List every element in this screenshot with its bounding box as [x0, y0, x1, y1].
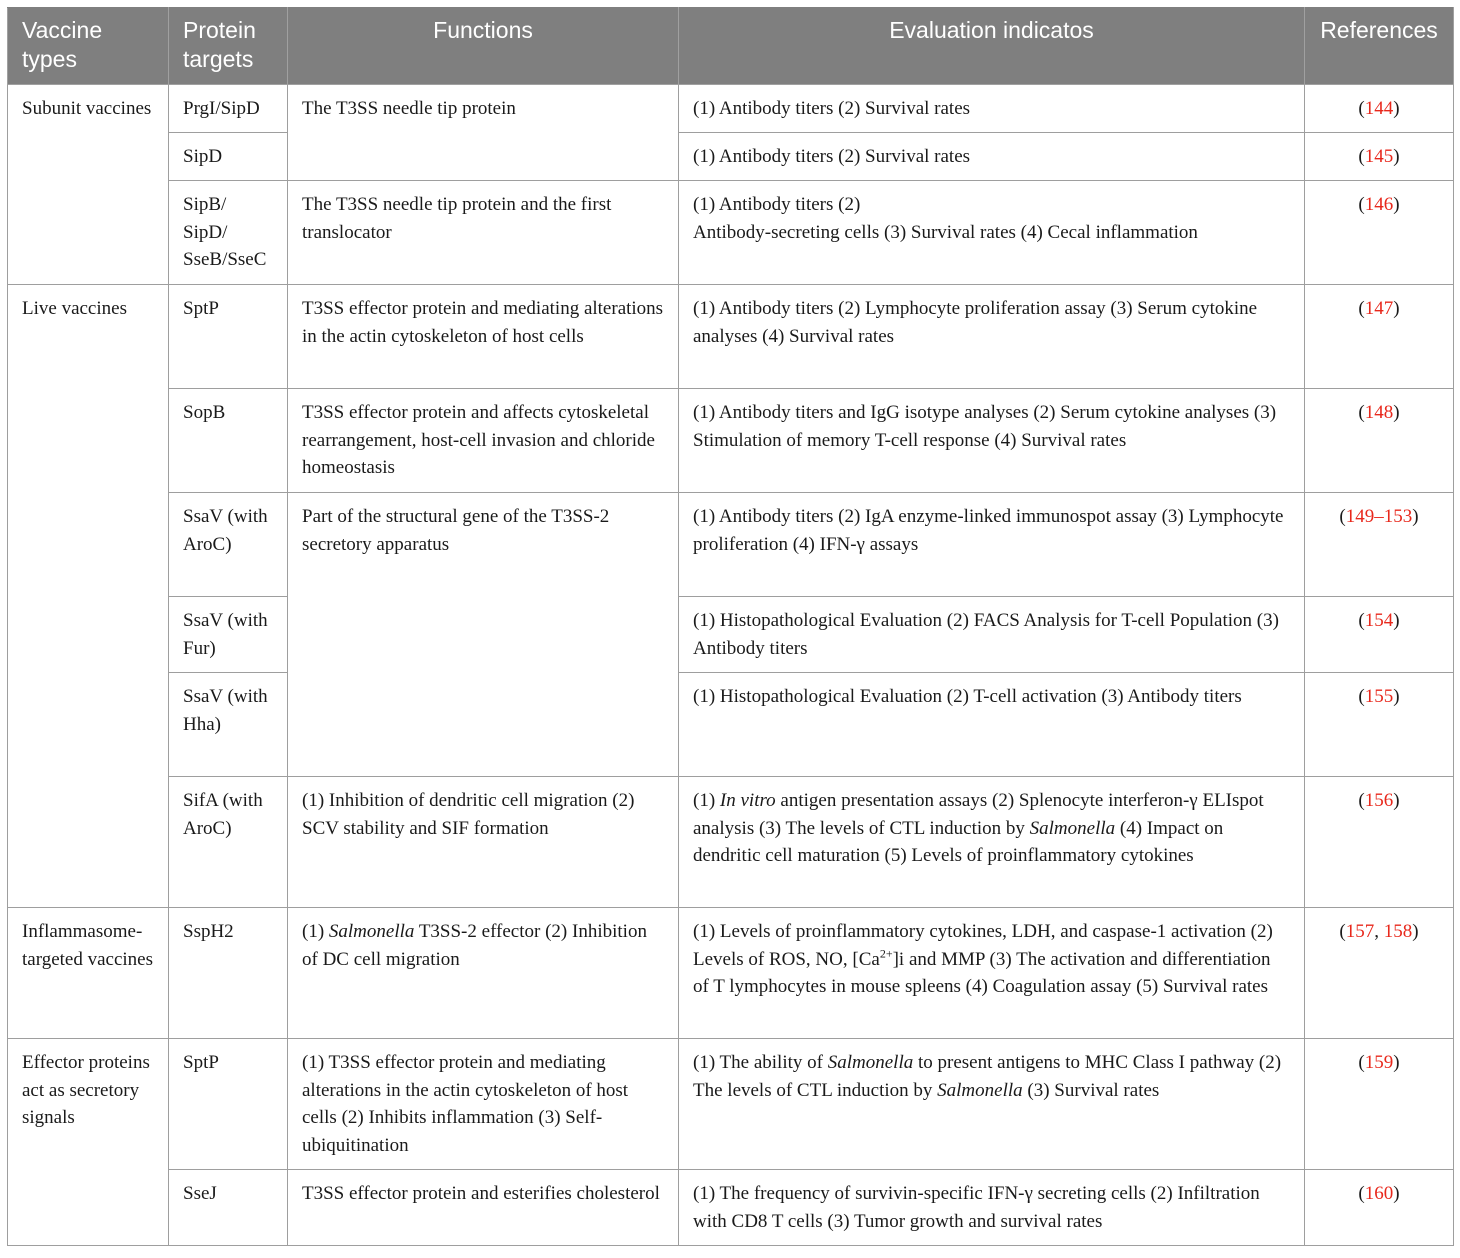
protein-target-cell: SipB/ SipD/ SseB/SseC: [169, 181, 288, 285]
function-cell: T3SS effector protein and mediating alterations in the actin cytoskeleton of host cells: [288, 285, 679, 389]
reference-cell: (147): [1305, 285, 1454, 389]
header-functions: Functions: [288, 8, 679, 85]
protein-target-cell: PrgI/SipD: [169, 85, 288, 133]
reference-link[interactable]: 149–153: [1345, 506, 1413, 527]
function-cell: T3SS effector protein and esterifies cholesterol: [288, 1170, 679, 1246]
reference-link[interactable]: 148: [1364, 402, 1394, 423]
protein-target-cell: SptP: [169, 1039, 288, 1170]
evaluation-cell: (1) In vitro antigen presentation assays (2) Splenocyte interferon-γ ELIspot analysis (3) The levels of CTL induction by Salmonella (4) Impact on dendritic cell maturation (5) Levels of proinflammatory cytokines: [679, 777, 1305, 908]
evaluation-cell: (1) Antibody titers (2) IgA enzyme-linked immunospot assay (3) Lymphocyte proliferation (4) IFN-γ assays: [679, 493, 1305, 597]
protein-target-cell: SifA (with AroC): [169, 777, 288, 908]
table-row: [8, 908, 1454, 1039]
function-cell: (1) T3SS effector protein and mediating alterations in the actin cytoskeleton of host cells (2) Inhibits inflammation (3) Self-ubiquitination: [288, 1039, 679, 1170]
reference-cell: (144): [1305, 85, 1454, 133]
evaluation-cell: (1) Antibody titers (2) Lymphocyte proliferation assay (3) Serum cytokine analyses (4) Survival rates: [679, 285, 1305, 389]
reference-cell: (146): [1305, 181, 1454, 285]
function-cell: The T3SS needle tip protein: [288, 85, 679, 181]
reference-link[interactable]: 158: [1383, 921, 1413, 942]
reference-cell: (149–153): [1305, 493, 1454, 597]
header-vaccine-types: Vaccine types: [8, 8, 169, 85]
evaluation-cell: (1) The ability of Salmonella to present antigens to MHC Class I pathway (2) The levels of CTL induction by Salmonella (3) Survival rates: [679, 1039, 1305, 1170]
header-row: [8, 8, 1454, 85]
evaluation-cell: (1) Antibody titers and IgG isotype analyses (2) Serum cytokine analyses (3) Stimulation of memory T-cell response (4) Survival rates: [679, 389, 1305, 493]
header-references: References: [1305, 8, 1454, 85]
vaccine-type-cell: Subunit vaccines: [8, 85, 169, 285]
protein-target-cell: SopB: [169, 389, 288, 493]
reference-link[interactable]: 157: [1345, 921, 1375, 942]
table-row: [8, 493, 1454, 597]
table-row: [8, 285, 1454, 389]
protein-target-cell: SsaV (with Hha): [169, 673, 288, 777]
table-row: [8, 181, 1454, 285]
reference-link[interactable]: 144: [1364, 98, 1394, 119]
evaluation-cell: (1) Antibody titers (2) Survival rates: [679, 133, 1305, 181]
function-cell: (1) Inhibition of dendritic cell migration (2) SCV stability and SIF formation: [288, 777, 679, 908]
table-row: [8, 673, 1454, 777]
protein-target-cell: SipD: [169, 133, 288, 181]
reference-link[interactable]: 154: [1364, 610, 1394, 631]
header-evaluation-indicators: Evaluation indicatos: [679, 8, 1305, 85]
reference-link[interactable]: 147: [1364, 298, 1394, 319]
table-row: [8, 133, 1454, 181]
reference-link[interactable]: 159: [1364, 1052, 1394, 1073]
protein-target-cell: SptP: [169, 285, 288, 389]
reference-link[interactable]: 145: [1364, 146, 1394, 167]
protein-target-cell: SsaV (with AroC): [169, 493, 288, 597]
reference-cell: (157, 158): [1305, 908, 1454, 1039]
function-cell: T3SS effector protein and affects cytoskeletal rearrangement, host-cell invasion and chloride homeostasis: [288, 389, 679, 493]
evaluation-cell: (1) Histopathological Evaluation (2) FACS Analysis for T-cell Population (3) Antibody titers: [679, 597, 1305, 673]
evaluation-cell: (1) Antibody titers (2) Antibody-secreting cells (3) Survival rates (4) Cecal inflammation: [679, 181, 1305, 285]
vaccine-type-cell: Inflammasome-targeted vaccines: [8, 908, 169, 1039]
reference-cell: (145): [1305, 133, 1454, 181]
reference-cell: (160): [1305, 1170, 1454, 1246]
evaluation-cell: (1) The frequency of survivin-specific IFN-γ secreting cells (2) Infiltration with CD8 T cells (3) Tumor growth and survival rates: [679, 1170, 1305, 1246]
vaccine-type-cell: Live vaccines: [8, 285, 169, 908]
function-cell: The T3SS needle tip protein and the first translocator: [288, 181, 679, 285]
reference-link[interactable]: 155: [1364, 686, 1394, 707]
reference-cell: (148): [1305, 389, 1454, 493]
table-row: [8, 777, 1454, 908]
vaccine-type-cell: Effector proteins act as secretory signals: [8, 1039, 169, 1246]
function-cell: (1) Salmonella T3SS-2 effector (2) Inhibition of DC cell migration: [288, 908, 679, 1039]
evaluation-cell: (1) Histopathological Evaluation (2) T-cell activation (3) Antibody titers: [679, 673, 1305, 777]
table-row: [8, 1170, 1454, 1246]
protein-target-cell: SseJ: [169, 1170, 288, 1246]
reference-cell: (154): [1305, 597, 1454, 673]
table-row: [8, 597, 1454, 673]
protein-target-cell: SsaV (with Fur): [169, 597, 288, 673]
table-row: [8, 389, 1454, 493]
protein-target-cell: SspH2: [169, 908, 288, 1039]
vaccine-table: [7, 7, 1454, 1246]
reference-cell: (156): [1305, 777, 1454, 908]
reference-link[interactable]: 146: [1364, 194, 1394, 215]
reference-cell: (159): [1305, 1039, 1454, 1170]
function-cell: Part of the structural gene of the T3SS-2 secretory apparatus: [288, 493, 679, 777]
reference-link[interactable]: 160: [1364, 1183, 1394, 1204]
evaluation-cell: (1) Levels of proinflammatory cytokines, LDH, and caspase-1 activation (2) Levels of ROS, NO, $[Ca^{2+}]i$ and MMP (3) The activation and differentiation of T lymphocytes in mouse spleens (4) Coagulation assay (5) Survival rates: [679, 908, 1305, 1039]
reference-cell: (155): [1305, 673, 1454, 777]
reference-link[interactable]: 156: [1364, 790, 1394, 811]
evaluation-cell: (1) Antibody titers (2) Survival rates: [679, 85, 1305, 133]
table-row: [8, 1039, 1454, 1170]
header-protein-targets: Protein targets: [169, 8, 288, 85]
table-row: [8, 85, 1454, 133]
